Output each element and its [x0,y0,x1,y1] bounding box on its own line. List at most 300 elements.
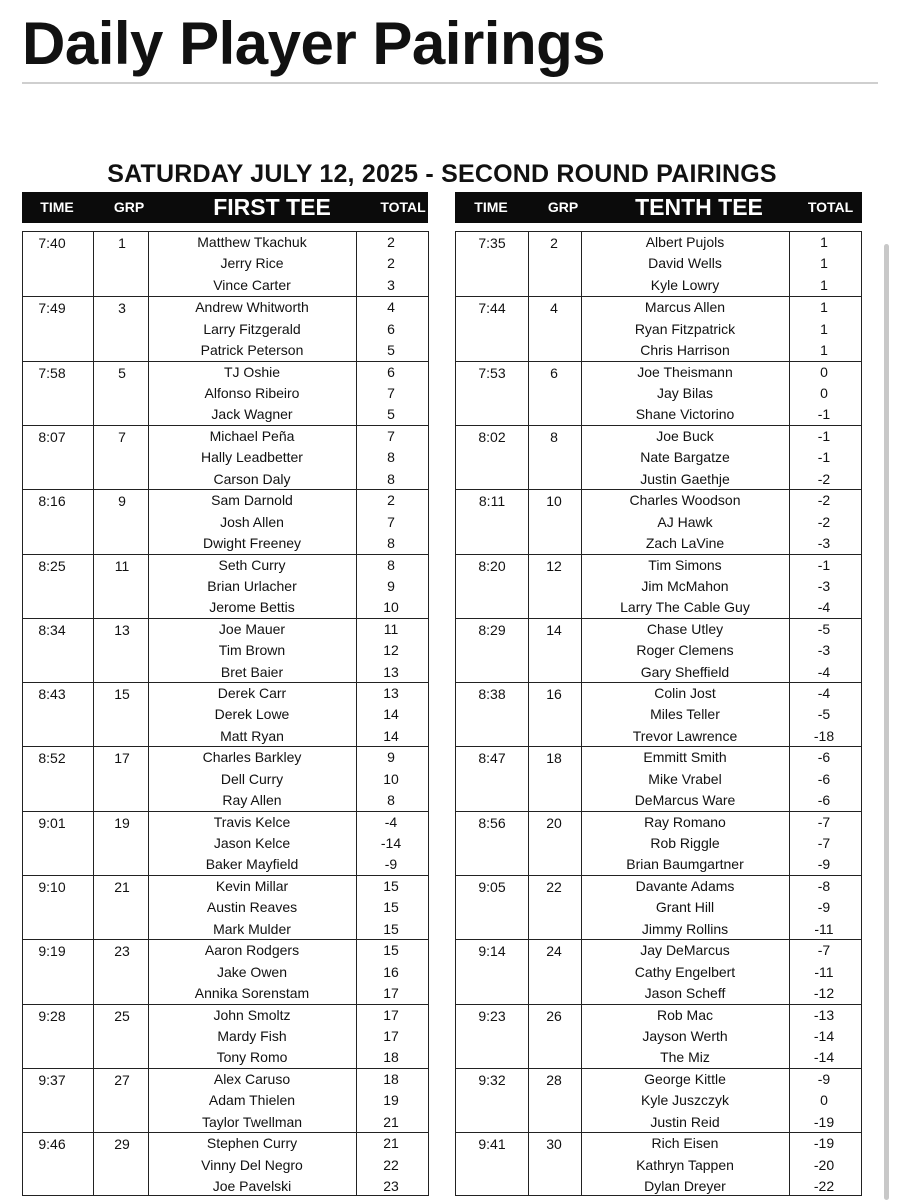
player-row [456,1090,861,1111]
group-number: 8 [550,428,558,445]
player-name: Jayson Werth [642,1027,728,1044]
player-total: -1 [817,406,831,423]
player-row [23,512,428,533]
player-total: -22 [813,1177,835,1194]
player-row [456,426,861,447]
total-column-header: TOTAL [380,199,426,215]
player-row [456,447,861,468]
tee-time: 8:25 [38,557,66,574]
player-row [456,747,861,768]
group-number: 25 [114,1007,130,1024]
player-row [456,404,861,425]
player-total: 21 [383,1135,399,1152]
group-number: 11 [114,557,130,574]
player-name: Ray Allen [222,792,282,809]
player-total: -6 [817,749,831,766]
player-total: 14 [383,727,399,744]
player-name: Mardy Fish [217,1027,287,1044]
player-name: Matt Ryan [220,727,284,744]
player-total: -9 [817,856,831,873]
group-number: 7 [118,428,126,445]
player-name: Brian Baumgartner [626,856,744,873]
player-total: -3 [817,534,831,551]
player-total: -4 [817,663,831,680]
player-name: Dylan Dreyer [644,1177,726,1194]
player-row [23,1112,428,1133]
player-total: 5 [387,406,395,423]
pairing-group [456,425,861,490]
player-row [456,232,861,253]
pairing-group [23,939,428,1004]
player-name: Kyle Juszczyk [641,1092,729,1109]
player-name: Grant Hill [655,899,715,916]
player-name: Jim McMahon [641,577,729,594]
player-row [23,747,428,768]
player-total: -2 [817,513,831,530]
player-row [23,426,428,447]
pairing-group [456,875,861,940]
player-name: John Smoltz [213,1006,291,1023]
player-name: George Kittle [644,1070,726,1087]
player-row [456,876,861,897]
player-total: 22 [383,1156,399,1173]
player-name: Rob Mac [656,1006,714,1023]
player-row [456,726,861,747]
player-row [456,640,861,661]
player-row [456,1026,861,1047]
player-name: Miles Teller [650,706,720,723]
player-total: 8 [387,534,395,551]
player-row [456,1005,861,1026]
player-total: 0 [820,1092,828,1109]
player-total: 4 [387,299,395,316]
player-total: 9 [387,577,395,594]
player-name: Kevin Millar [215,878,289,894]
tee-time: 9:23 [478,1007,506,1024]
group-number: 10 [546,493,562,510]
player-total: -5 [817,620,831,637]
player-name: Austin Reaves [206,899,298,916]
player-name: Joe Theismann [637,363,733,380]
player-total: -8 [817,878,831,894]
player-name: Dwight Freeney [202,534,302,551]
player-row [23,232,428,253]
player-total: 18 [383,1070,399,1087]
player-name: Trevor Lawrence [632,727,738,744]
player-name: Stephen Curry [206,1135,298,1152]
player-name: Carson Daly [213,470,291,487]
tee-time: 8:07 [38,428,66,445]
pairing-group [23,361,428,426]
pairing-group [23,618,428,683]
tee-time: 8:56 [478,814,506,831]
pairing-group [456,489,861,554]
tee-time: 9:28 [38,1007,66,1024]
player-name: Larry The Cable Guy [620,599,750,616]
group-number: 30 [546,1136,562,1153]
player-row [456,297,861,318]
player-total: -11 [814,963,834,980]
tenth-tee-label: TENTH TEE [635,194,763,220]
player-row [23,769,428,790]
player-total: -14 [813,1049,835,1066]
player-row [456,469,861,490]
player-row [23,533,428,554]
player-name: Zach LaVine [645,534,725,551]
player-name: Joe Buck [656,427,714,444]
player-name: Vinny Del Negro [201,1156,303,1173]
player-name: The Miz [660,1049,710,1066]
player-total: -18 [813,727,835,744]
player-total: 18 [383,1049,399,1066]
player-total: 1 [820,276,828,293]
player-total: 1 [820,320,828,337]
player-name: Chris Harrison [640,342,730,359]
player-total: 0 [820,384,828,401]
player-name: Nate Bargatze [640,449,730,466]
group-number: 4 [550,300,558,317]
player-row [23,704,428,725]
player-total: 17 [383,1027,399,1044]
player-name: Hally Leadbetter [201,449,303,466]
pairing-group [23,746,428,811]
player-name: Josh Allen [220,513,284,530]
group-number: 29 [114,1136,130,1153]
player-name: Derek Lowe [214,706,290,723]
player-row [23,404,428,425]
player-total: 1 [820,255,828,272]
player-row [23,1026,428,1047]
player-row [456,1047,861,1068]
pairing-group [456,811,861,876]
tee-time: 7:49 [38,300,66,317]
player-row [456,769,861,790]
player-total: 8 [387,792,395,809]
player-total: -12 [813,985,835,1002]
player-total: 1 [820,299,828,316]
player-row [23,1069,428,1090]
player-total: 7 [387,513,395,530]
group-number: 2 [550,235,558,251]
player-total: 17 [383,1006,399,1023]
player-name: Kathryn Tappen [636,1156,734,1173]
player-name: Baker Mayfield [205,856,299,873]
player-name: Rob Riggle [650,835,720,852]
group-number: 28 [546,1071,562,1088]
tenth-tee-header [455,192,862,223]
player-name: Charles Woodson [629,492,741,509]
pairing-group [23,682,428,747]
player-name: Jason Scheff [644,985,726,1002]
pairing-group [456,554,861,619]
player-row [23,447,428,468]
tee-time: 9:05 [478,879,506,895]
player-total: 23 [383,1177,399,1194]
player-row [23,383,428,404]
player-total: 6 [387,363,395,380]
player-row [456,854,861,875]
player-name: DeMarcus Ware [634,792,736,809]
player-row [456,512,861,533]
player-total: -7 [817,835,831,852]
player-row [23,1155,428,1176]
pairing-group [23,1004,428,1069]
group-number: 6 [550,364,558,381]
player-name: Brian Urlacher [207,577,297,594]
player-total: 11 [383,620,399,637]
group-number: 12 [546,557,562,574]
first-tee-label: FIRST TEE [213,194,331,220]
player-row [23,597,428,618]
player-total: 10 [383,599,399,616]
player-total: 14 [383,706,399,723]
player-row [456,833,861,854]
tee-time: 8:02 [478,428,506,445]
player-row [456,1176,861,1197]
player-total: -14 [813,1027,835,1044]
player-total: 10 [383,770,399,787]
tee-time: 7:44 [478,300,506,317]
pairing-group [456,232,861,296]
player-row [23,1005,428,1026]
player-total: 13 [383,663,399,680]
player-name: Jay DeMarcus [640,942,730,959]
time-column-header: TIME [40,199,74,215]
tee-time: 8:38 [478,686,506,703]
player-name: Albert Pujols [645,234,725,250]
player-row [456,1069,861,1090]
player-total: -3 [817,577,831,594]
player-total: 8 [387,556,395,573]
player-total: -13 [813,1006,835,1023]
player-name: Matthew Tkachuk [197,234,307,250]
player-row [456,576,861,597]
player-name: Vince Carter [213,276,291,293]
pairing-group [456,1132,861,1197]
player-name: Larry Fitzgerald [203,320,301,337]
tee-time: 8:29 [478,621,506,638]
player-row [23,1047,428,1068]
player-total: 21 [383,1113,399,1130]
player-row [456,897,861,918]
pairing-group [456,1004,861,1069]
player-total: 2 [387,234,395,250]
player-row [23,812,428,833]
player-row [23,1133,428,1154]
player-total: 2 [387,492,395,509]
player-total: 7 [387,384,395,401]
player-total: -1 [817,449,831,466]
player-name: Mark Mulder [213,920,291,937]
player-total: 7 [387,427,395,444]
player-total: -9 [817,899,831,916]
player-row [456,362,861,383]
player-row [23,940,428,961]
tee-time: 9:19 [38,943,66,960]
player-name: Annika Sorenstam [194,985,310,1002]
player-row [456,790,861,811]
player-total: 15 [383,920,399,937]
player-name: Charles Barkley [202,749,302,766]
player-name: Andrew Whitworth [195,299,309,316]
tee-time: 8:16 [38,493,66,510]
pairings-subtitle: SATURDAY JULY 12, 2025 - SECOND ROUND PAIRINGS [107,160,777,188]
player-row [23,555,428,576]
tee-time: 7:58 [38,364,66,381]
player-row [23,640,428,661]
tee-time: 9:46 [38,1136,66,1153]
player-name: Alfonso Ribeiro [204,384,300,401]
first-tee-header [22,192,428,223]
player-name: Cathy Engelbert [634,963,736,980]
player-row [23,469,428,490]
group-number: 5 [118,364,126,381]
tee-time: 9:10 [38,879,66,895]
player-row [456,555,861,576]
player-row [456,983,861,1004]
player-row [456,704,861,725]
grp-column-header: GRP [113,199,145,215]
player-total: -7 [817,813,831,830]
player-name: Chase Utley [646,620,724,637]
player-name: Joe Mauer [218,620,286,637]
player-total: 3 [387,276,395,293]
player-total: 13 [383,685,399,702]
pairing-group [456,618,861,683]
player-total: 17 [383,985,399,1002]
player-row [23,833,428,854]
pairing-group [456,361,861,426]
player-total: -2 [817,470,831,487]
pairing-group [456,296,861,361]
group-number: 24 [546,943,562,960]
tee-time: 7:35 [478,235,506,251]
tee-time: 7:40 [38,235,66,251]
player-row [456,1112,861,1133]
player-name: Seth Curry [218,556,286,573]
tee-time: 8:47 [478,750,506,767]
player-name: Davante Adams [635,878,735,894]
player-total: 0 [820,363,828,380]
player-name: TJ Oshie [223,363,280,380]
player-row [456,662,861,683]
player-name: Dell Curry [220,770,284,787]
group-number: 20 [546,814,562,831]
player-row [23,1176,428,1197]
player-name: Roger Clemens [636,642,734,659]
player-row [456,919,861,940]
group-number: 14 [546,621,562,638]
tee-time: 9:01 [38,814,66,831]
tee-time: 9:41 [478,1136,506,1153]
player-total: -19 [813,1113,835,1130]
player-total: -9 [384,856,398,873]
group-number: 18 [546,750,562,767]
player-name: Alex Caruso [213,1070,291,1087]
player-name: Emmitt Smith [643,749,727,766]
player-name: Tony Romo [216,1049,288,1066]
tee-time: 9:14 [478,943,506,960]
player-row [456,253,861,274]
player-name: AJ Hawk [657,513,713,530]
player-name: Joe Pavelski [212,1177,292,1194]
player-total: -7 [817,942,831,959]
player-row [456,962,861,983]
player-name: Tim Brown [218,642,286,659]
tee-time: 9:37 [38,1071,66,1088]
player-row [23,576,428,597]
group-number: 1 [118,235,126,251]
player-total: 1 [820,342,828,359]
player-name: David Wells [648,255,722,272]
player-row [456,812,861,833]
player-row [456,275,861,296]
player-row [23,919,428,940]
group-number: 22 [546,879,562,895]
player-name: Patrick Peterson [200,342,304,359]
player-row [23,275,428,296]
player-row [23,790,428,811]
player-total: -6 [817,770,831,787]
player-total: 15 [383,899,399,916]
player-name: Derek Carr [217,685,287,702]
player-total: -14 [380,835,402,852]
player-total: 6 [387,320,395,337]
player-row [23,662,428,683]
player-total: -9 [817,1070,831,1087]
player-name: Michael Peña [209,427,295,444]
player-name: Colin Jost [654,685,716,702]
grp-column-header: GRP [547,199,579,215]
player-name: Kyle Lowry [650,276,720,293]
page-title: Daily Player Pairings [22,10,606,77]
player-total: -1 [817,427,831,444]
page-scrollbar[interactable] [884,244,889,1200]
player-total: -19 [813,1135,835,1152]
pairing-group [23,811,428,876]
tee-time: 8:34 [38,621,66,638]
player-name: Ryan Fitzpatrick [634,320,736,337]
player-name: Mike Vrabel [648,770,722,787]
player-name: Jerome Bettis [209,599,295,616]
player-name: Bret Baier [220,663,284,680]
player-name: Travis Kelce [213,813,291,830]
player-total: -4 [817,685,831,702]
player-row [456,490,861,511]
player-total: -4 [384,813,398,830]
player-row [23,253,428,274]
player-total: -20 [813,1156,835,1173]
tee-time: 9:32 [478,1071,506,1088]
player-name: Jay Bilas [656,384,714,401]
group-number: 27 [114,1071,130,1088]
player-row [23,983,428,1004]
title-divider [22,82,878,84]
player-row [23,683,428,704]
player-total: 12 [383,642,399,659]
player-total: -5 [817,706,831,723]
player-row [456,1133,861,1154]
group-number: 26 [546,1007,562,1024]
player-row [456,683,861,704]
player-total: 15 [383,878,399,894]
player-total: -3 [817,642,831,659]
player-row [23,619,428,640]
player-row [23,962,428,983]
pairing-group [23,875,428,940]
player-total: -1 [817,556,831,573]
group-number: 13 [114,621,130,638]
